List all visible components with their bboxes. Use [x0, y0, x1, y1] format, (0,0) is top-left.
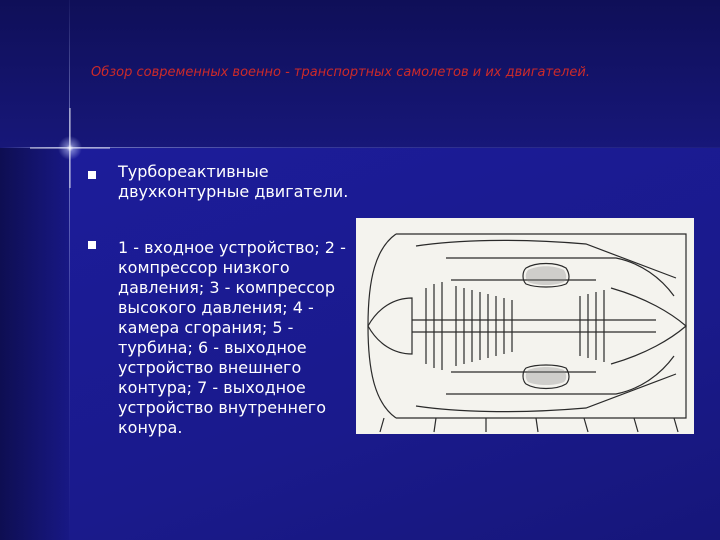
- bullet-1: [88, 171, 96, 179]
- engine-figure: [356, 218, 694, 434]
- bullet-text-1: Турбореактивные двухконтурные двигатели.: [118, 162, 349, 201]
- slide-title: Обзор современных военно - транспортных самолетов и их двигателей.: [91, 65, 590, 80]
- sparkle-icon: [30, 108, 110, 188]
- turbofan-engine-drawing-icon: [356, 218, 694, 434]
- bullet-text-2: 1 - входное устройство; 2 - компрессор низкого давления; 3 - компрессор высокого давления; 4 - камера сгорания; 5 - турбина; 6 - выходное устройство внешнего контура; 7 - выходное устройство внутреннего конура.: [118, 238, 346, 437]
- divider-vertical: [69, 0, 70, 540]
- bullet-2: [88, 241, 96, 249]
